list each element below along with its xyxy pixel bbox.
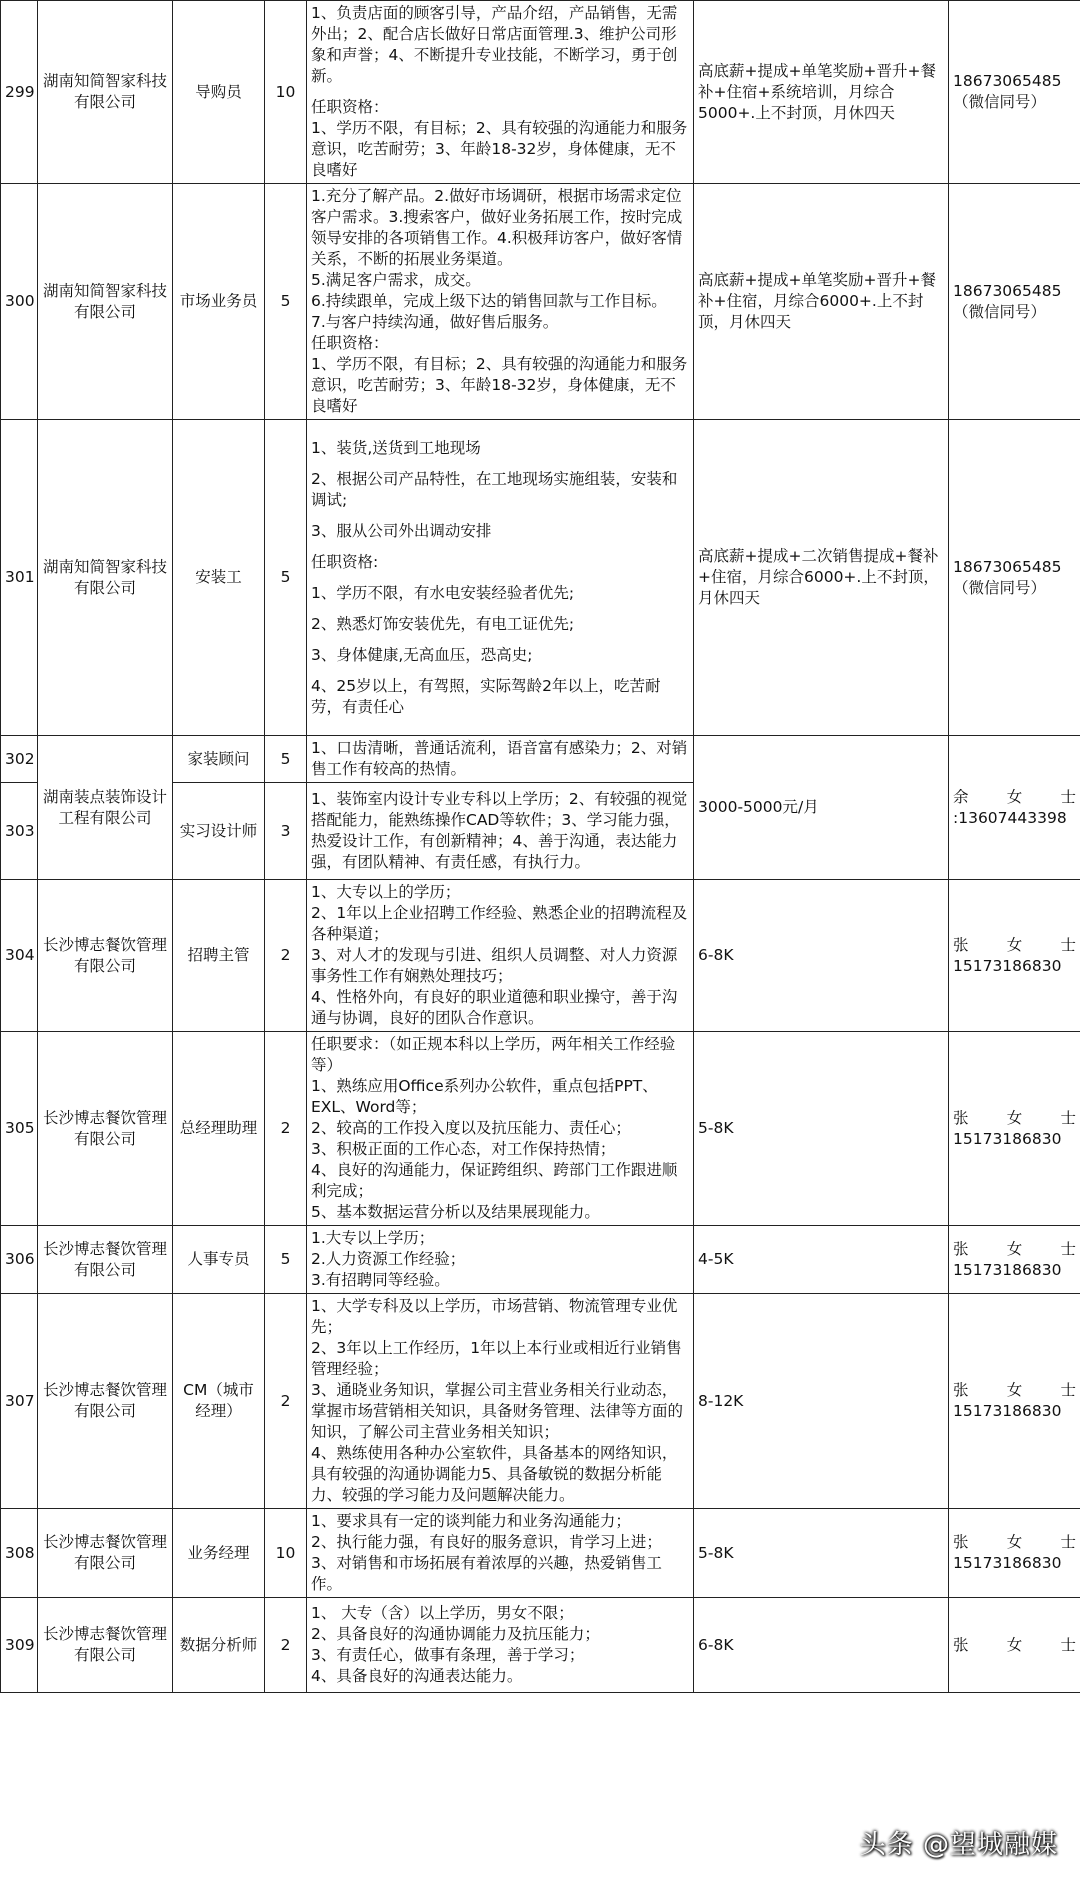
requirement-line: 3、身体健康,无高血压，恐高史; (311, 645, 533, 664)
contact-line: （微信同号） (953, 302, 1047, 321)
requirement-line (311, 635, 689, 645)
headcount: 5 (265, 736, 307, 783)
row-number: 301 (1, 420, 38, 736)
requirement-line: 1、熟练应用Office系列办公软件，重点包括PPT、EXL、Word等； (311, 1077, 658, 1116)
company-name: 长沙博志餐饮管理有限公司 (38, 1509, 173, 1598)
requirement-line: 1、大专以上的学历； (311, 883, 461, 901)
salary-benefits: 高底薪+提成+单笔奖励+晋升+餐补+住宿+系统培训，月综合5000+.上不封顶，月休四天 (694, 1, 949, 184)
contact-line: 张 女 士 (953, 1533, 1076, 1551)
row-number: 309 (1, 1598, 38, 1693)
contact-line: 18673065485 (953, 281, 1062, 300)
row-number: 303 (1, 783, 38, 880)
contact-line: 18673065485 (953, 72, 1062, 90)
contact-info (949, 420, 1080, 736)
requirement-line: 1、学历不限，有水电安装经验者优先; (311, 583, 575, 602)
contact-info (949, 184, 1080, 420)
contact-line: 15173186830 (953, 1260, 1062, 1279)
requirement-line: 4、熟练使用各种办公室软件，具备基本的网络知识，具有较强的沟通协调能力5、具备敏锐的数据分析能力、较强的学习能力及问题解决能力。 (311, 1444, 678, 1504)
requirement-line: 2、较高的工作投入度以及抗压能力、责任心； (311, 1119, 631, 1137)
position-title: 安装工 (173, 420, 265, 736)
contact-line: 18673065485 (953, 557, 1062, 576)
company-name: 长沙博志餐饮管理有限公司 (38, 1226, 173, 1294)
company-name: 长沙博志餐饮管理有限公司 (38, 880, 173, 1032)
contact-info (949, 1509, 1080, 1598)
headcount: 2 (265, 880, 307, 1032)
company-name: 长沙博志餐饮管理有限公司 (38, 1032, 173, 1226)
requirement-line: 3、对人才的发现与引进、组织人员调整、对人力资源事务性工作有娴熟处理技巧； (311, 946, 678, 985)
requirement-line: 2、执行能力强，有良好的服务意识，肯学习上进； (311, 1533, 662, 1551)
requirement-line: 2、3年以上工作经历，1年以上本行业或相近行业销售管理经验； (311, 1339, 682, 1378)
contact-info (949, 880, 1080, 1032)
requirement-line: 1、口齿清晰，普通话流利，语音富有感染力；2、对销售工作有较高的热情。 (311, 739, 688, 778)
row-number: 302 (1, 736, 38, 783)
requirement-line: 4、性格外向，有良好的职业道德和职业操守，善于沟通与协调，良好的团队合作意识。 (311, 988, 678, 1027)
contact-info (949, 1598, 1080, 1693)
contact-line: （微信同号） (953, 93, 1047, 111)
row-number: 299 (1, 1, 38, 184)
headcount: 5 (265, 184, 307, 420)
row-number: 305 (1, 1032, 38, 1226)
contact-info (949, 736, 1080, 880)
contact-line: :13607443398 (953, 808, 1067, 827)
requirement-line: 5.满足客户需求，成交。 (311, 271, 481, 289)
company-name: 湖南知简智家科技有限公司 (38, 420, 173, 736)
requirement-line: 3、对销售和市场拓展有着浓厚的兴趣，热爱销售工作。 (311, 1554, 662, 1593)
contact-line: 15173186830 (953, 956, 1062, 975)
contact-line: 张 女 士 (953, 1381, 1076, 1399)
requirement-line: 1、学历不限，有目标；2、具有较强的沟通能力和服务意识，吃苦耐劳；3、年龄18-32岁，身体健康，无不良嗜好 (311, 355, 688, 415)
job-rows (1, 1, 1080, 1693)
salary-benefits: 6-8K (694, 880, 949, 1032)
requirement-line: 1、装货,送货到工地现场 (311, 438, 481, 457)
requirement-line: 3、积极正面的工作心态，对工作保持热情； (311, 1140, 616, 1158)
job-requirements (307, 736, 694, 783)
headcount: 2 (265, 1032, 307, 1226)
table-row (1, 736, 1080, 783)
watermark: 头条 @望城融媒 (859, 1830, 1058, 1860)
headcount: 2 (265, 1294, 307, 1509)
position-title: 招聘主管 (173, 880, 265, 1032)
requirement-line (311, 573, 689, 583)
requirement-line: 2、根据公司产品特性，在工地现场实施组装，安装和调试; (311, 469, 678, 509)
contact-line: 张 女 士 (953, 1635, 1076, 1654)
requirement-line: 2、1年以上企业招聘工作经验、熟悉企业的招聘流程及各种渠道； (311, 904, 688, 943)
job-requirements (307, 1032, 694, 1226)
contact-line: 张 女 士 (953, 1108, 1076, 1127)
headcount: 10 (265, 1, 307, 184)
company-name: 湖南装点装饰设计工程有限公司 (38, 736, 173, 880)
requirement-line: 1、大学专科及以上学历，市场营销、物流管理专业优先； (311, 1297, 678, 1336)
position-title: 总经理助理 (173, 1032, 265, 1226)
requirement-line: 3.有招聘同等经验。 (311, 1271, 450, 1289)
requirement-line: 6.持续跟单，完成上级下达的销售回款与工作目标。 (311, 292, 667, 310)
position-title: 实习设计师 (173, 783, 265, 880)
requirement-line: 3、有责任心，做事有条理，善于学习； (311, 1646, 585, 1664)
job-requirements (307, 1, 694, 184)
contact-line: 15173186830 (953, 1129, 1062, 1148)
requirement-line: 1、要求具有一定的谈判能力和业务沟通能力； (311, 1512, 631, 1530)
requirement-line (311, 542, 689, 552)
job-requirements (307, 1598, 694, 1693)
table-row (1, 1032, 1080, 1226)
requirement-line: 1、负责店面的顾客引导，产品介绍，产品销售，无需外出；2、配合店长做好日常店面管理.3、维护公司形象和声誉；4、不断提升专业技能，不断学习，勇于创新。 (311, 4, 678, 85)
requirement-line: 2、具备良好的沟通协调能力及抗压能力； (311, 1625, 600, 1643)
contact-line: （微信同号） (953, 578, 1047, 597)
requirement-line: 3、服从公司外出调动安排 (311, 521, 492, 540)
requirement-line (311, 87, 689, 97)
position-title: 人事专员 (173, 1226, 265, 1294)
requirement-line: 2、熟悉灯饰安装优先，有电工证优先; (311, 614, 575, 633)
table-row (1, 1, 1080, 184)
table-row (1, 420, 1080, 736)
table-row (1, 1294, 1080, 1509)
contact-line: 15173186830 (953, 1554, 1062, 1572)
contact-info (949, 1294, 1080, 1509)
headcount: 2 (265, 1598, 307, 1693)
table-row (1, 1509, 1080, 1598)
position-title: 市场业务员 (173, 184, 265, 420)
requirement-line (311, 666, 689, 676)
position-title: 导购员 (173, 1, 265, 184)
requirement-line (311, 604, 689, 614)
table-row (1, 1226, 1080, 1294)
salary-benefits: 5-8K (694, 1032, 949, 1226)
requirement-line: 1、装饰室内设计专业专科以上学历；2、有较强的视觉搭配能力，能熟练操作CAD等软件；3、学习能力强，热爱设计工作，有创新精神；4、善于沟通，表达能力强，有团队精神、有责任感，有执行力。 (311, 790, 688, 871)
row-number: 304 (1, 880, 38, 1032)
position-title: 家装顾问 (173, 736, 265, 783)
row-number: 306 (1, 1226, 38, 1294)
requirement-line: 任职要求：（如正规本科以上学历，两年相关工作经验等） (311, 1035, 676, 1074)
job-requirements (307, 420, 694, 736)
table-row (1, 1598, 1080, 1693)
headcount: 3 (265, 783, 307, 880)
company-name: 长沙博志餐饮管理有限公司 (38, 1294, 173, 1509)
requirement-line: 3、通晓业务知识，掌握公司主营业务相关行业动态，掌握市场营销相关知识，具备财务管理、法律等方面的知识，了解公司主营业务相关知识； (311, 1381, 684, 1441)
requirement-line: 5、基本数据运营分析以及结果展现能力。 (311, 1203, 600, 1221)
requirement-line: 1.大专以上学历； (311, 1229, 435, 1247)
salary-benefits: 6-8K (694, 1598, 949, 1693)
job-requirements (307, 783, 694, 880)
salary-benefits: 5-8K (694, 1509, 949, 1598)
requirement-line (311, 511, 689, 521)
requirement-line: 7.与客户持续沟通，做好售后服务。 (311, 313, 559, 331)
salary-benefits: 高底薪+提成+单笔奖励+晋升+餐补+住宿，月综合6000+.上不封顶，月休四天 (694, 184, 949, 420)
headcount: 5 (265, 1226, 307, 1294)
salary-benefits: 高底薪+提成+二次销售提成+餐补+住宿，月综合6000+.上不封顶，月休四天 (694, 420, 949, 736)
contact-line: 15173186830 (953, 1402, 1062, 1420)
company-name: 长沙博志餐饮管理有限公司 (38, 1598, 173, 1693)
requirement-line: 4、具备良好的沟通表达能力。 (311, 1667, 523, 1685)
job-requirements (307, 184, 694, 420)
job-requirements (307, 880, 694, 1032)
contact-line: 余 女 士 (953, 787, 1076, 806)
requirement-line: 任职资格： (311, 334, 389, 352)
contact-info (949, 1226, 1080, 1294)
position-title: 业务经理 (173, 1509, 265, 1598)
salary-benefits: 3000-5000元/月 (694, 736, 949, 880)
table-row (1, 184, 1080, 420)
row-number: 308 (1, 1509, 38, 1598)
requirement-line: 任职资格： (311, 98, 389, 116)
requirement-line: 1.充分了解产品。2.做好市场调研，根据市场需求定位客户需求。3.搜索客户，做好业务拓展工作，按时完成领导安排的各项销售工作。4.积极拜访客户，做好客情关系，不断的拓展业务渠道。 (311, 187, 683, 268)
contact-line: 张 女 士 (953, 1239, 1076, 1258)
company-name: 湖南知简智家科技有限公司 (38, 1, 173, 184)
requirement-line: 4、25岁以上，有驾照，实际驾龄2年以上，吃苦耐劳，有责任心 (311, 676, 661, 716)
row-number: 307 (1, 1294, 38, 1509)
position-title: 数据分析师 (173, 1598, 265, 1693)
salary-benefits: 8-12K (694, 1294, 949, 1509)
company-name: 湖南知简智家科技有限公司 (38, 184, 173, 420)
requirement-line: 1、 大专（含）以上学历，男女不限； (311, 1604, 574, 1622)
table-row (1, 880, 1080, 1032)
job-requirements (307, 1226, 694, 1294)
contact-line: 张 女 士 (953, 935, 1076, 954)
headcount: 5 (265, 420, 307, 736)
contact-info (949, 1032, 1080, 1226)
requirement-line: 1、学历不限，有目标；2、具有较强的沟通能力和服务意识，吃苦耐劳；3、年龄18-32岁，身体健康，无不良嗜好 (311, 119, 688, 179)
salary-benefits: 4-5K (694, 1226, 949, 1294)
position-title: CM（城市经理） (173, 1294, 265, 1509)
row-number: 300 (1, 184, 38, 420)
contact-info (949, 1, 1080, 184)
job-requirements (307, 1294, 694, 1509)
job-requirements (307, 1509, 694, 1598)
requirement-line (311, 459, 689, 469)
requirement-line: 4、良好的沟通能力，保证跨组织、跨部门工作跟进顺利完成； (311, 1161, 678, 1200)
requirement-line: 2.人力资源工作经验； (311, 1250, 466, 1268)
headcount: 10 (265, 1509, 307, 1598)
requirement-line: 任职资格: (311, 552, 379, 571)
